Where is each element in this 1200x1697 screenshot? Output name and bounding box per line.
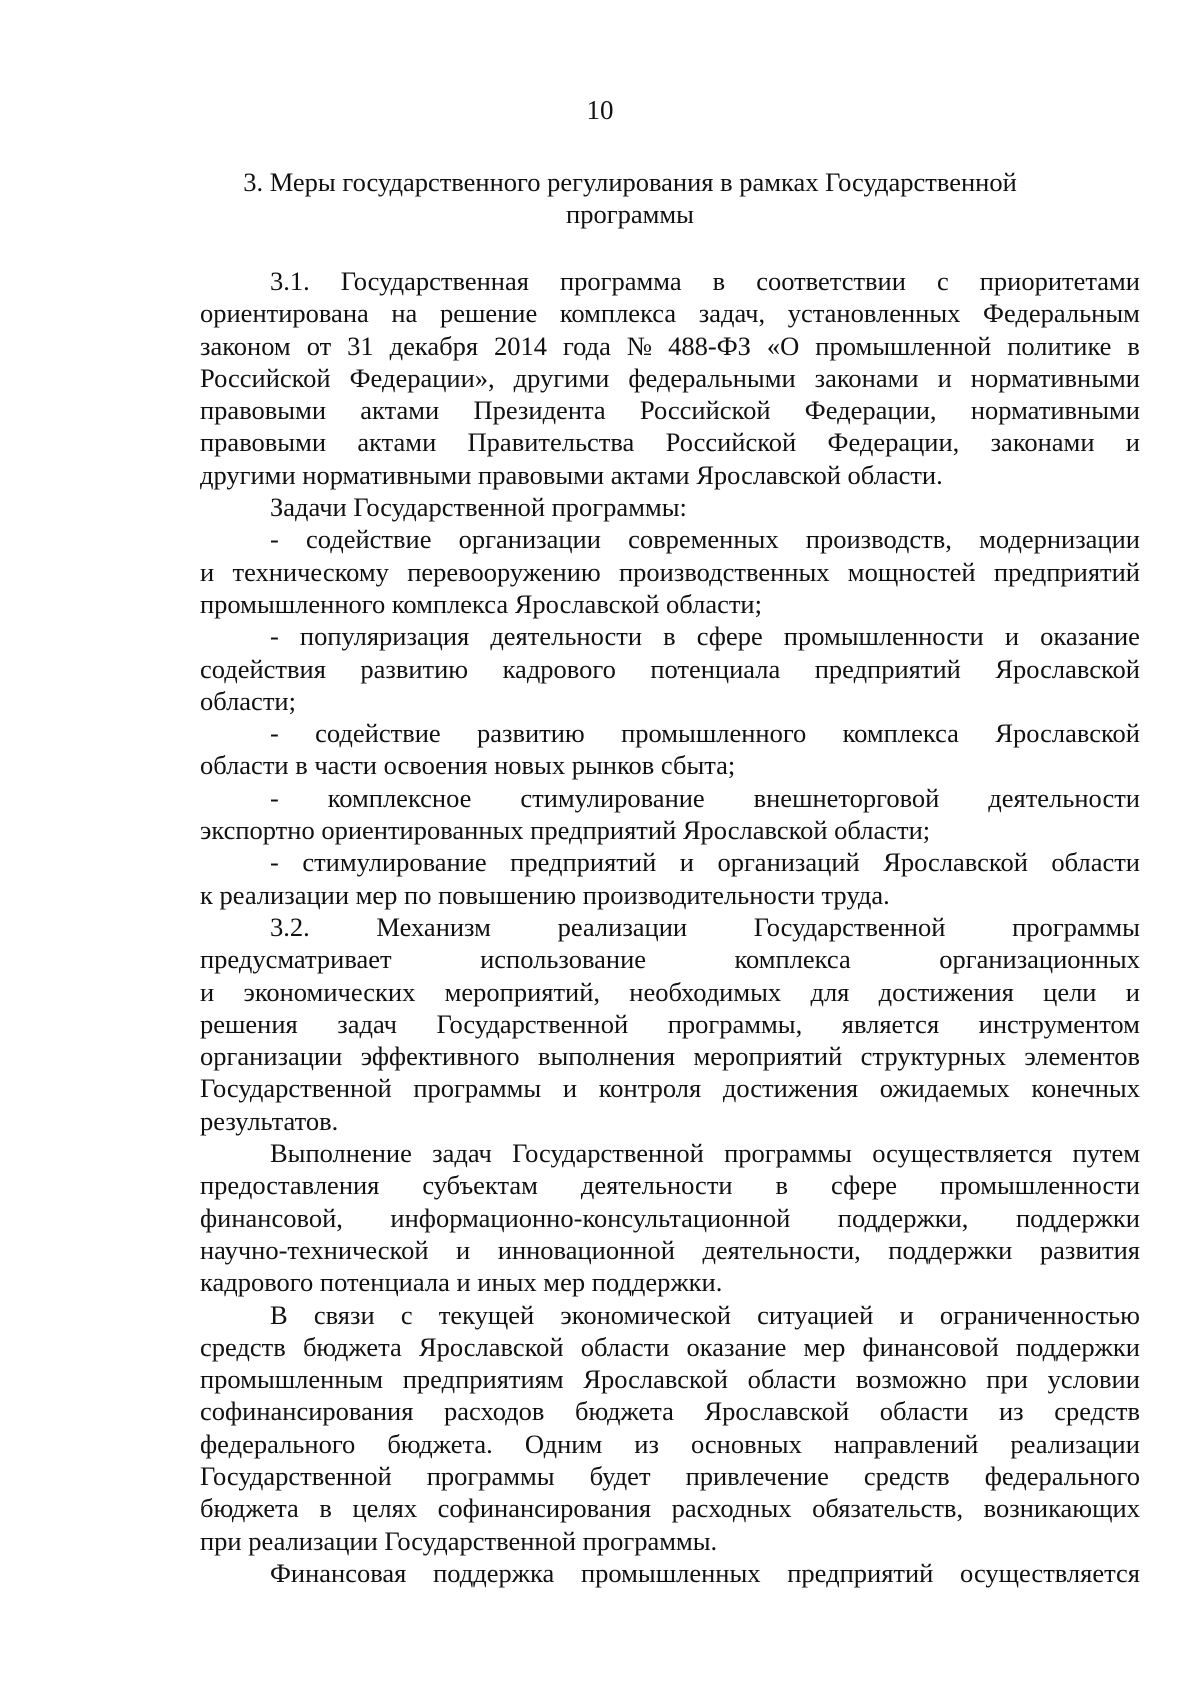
body-word: и [899, 1299, 914, 1330]
body-word: текущей [438, 1299, 535, 1330]
body-word: программы, [667, 1008, 803, 1039]
body-word: организации [458, 524, 601, 555]
body-line [200, 846, 1140, 878]
body-word: и [1004, 621, 1020, 652]
body-word: поддержки, [837, 1202, 969, 1233]
body-word: предоставления [200, 1170, 380, 1201]
body-word: научно-технической [200, 1234, 429, 1265]
body-line [200, 717, 1140, 749]
body-word: области [580, 1331, 670, 1362]
body-line: к реализации мер по повышению производительности труда. [200, 879, 890, 910]
body-line [200, 943, 1140, 975]
body-word: средств [1054, 1396, 1140, 1427]
body-word: законом [200, 330, 291, 361]
body-word: поддержки [1015, 1202, 1140, 1233]
body-word: актами [357, 427, 437, 458]
body-word: Российской [665, 427, 797, 458]
body-word: предприятий [787, 1557, 934, 1588]
body-word: мощностей [847, 556, 976, 587]
body-line [200, 426, 1140, 458]
body-line [200, 556, 1140, 588]
body-line [200, 1299, 1140, 1331]
body-word: для [810, 976, 850, 1007]
body-word: поддержка [433, 1557, 555, 1588]
section-title [200, 166, 1060, 230]
body-word: законами [814, 362, 919, 393]
body-word: в [712, 266, 726, 296]
body-word: содействие [306, 524, 432, 555]
body-word: развитию [360, 653, 469, 684]
body-word: инструментом [978, 1008, 1140, 1039]
body-line [200, 362, 1140, 394]
body-word: потенциала [650, 653, 781, 684]
body-word: внешнеторговой [753, 782, 940, 813]
body-word: Федеральным [983, 298, 1140, 329]
body-word: на [391, 298, 418, 329]
body-word: - [270, 847, 279, 878]
body-word: нормативными [970, 362, 1140, 393]
body-line [200, 1169, 1140, 1201]
body-word: является [841, 1008, 940, 1039]
body-word: решение [439, 298, 538, 329]
body-word: мероприятий, [444, 976, 601, 1007]
body-word: производственных [618, 556, 830, 587]
body-word: и [937, 362, 952, 393]
body-word: приоритетами [979, 266, 1140, 296]
body-word: стимулирование [520, 782, 705, 813]
body-word: Выполнение [270, 1138, 412, 1169]
body-word: федерального [200, 1428, 356, 1459]
body-word: промышленным [200, 1364, 384, 1395]
body-word: - [270, 782, 279, 813]
body-word: комплекса [734, 944, 851, 975]
body-line [200, 265, 1140, 297]
body-word: задач, [698, 298, 766, 329]
body-word: деятельности [988, 782, 1140, 813]
body-word: Государственной [436, 1008, 629, 1039]
body-word: реализации [557, 911, 688, 942]
body-line: другими нормативными правовыми актами Ярославской области. [200, 459, 943, 490]
body-word: содействие [315, 718, 441, 749]
body-word: предприятиям [402, 1364, 564, 1395]
body-word: поддержки [1015, 1331, 1140, 1362]
body-word: предприятий [993, 556, 1140, 587]
body-word: другими [513, 362, 610, 393]
body-word: Ярославской [883, 847, 1028, 878]
body-word: организаций [717, 847, 860, 878]
body-word: от [306, 330, 332, 361]
body-word: и [200, 556, 215, 587]
body-word: предусматривает [200, 944, 392, 975]
body-word: года [562, 330, 611, 361]
body-word: деятельности [490, 621, 643, 652]
body-line: при реализации Государственной программы. [200, 1525, 718, 1556]
body-word: необходимых [629, 976, 782, 1007]
body-word: Финансовая [270, 1557, 407, 1588]
body-word: модернизации [979, 524, 1140, 555]
body-word: предприятий [814, 653, 961, 684]
body-word: Государственной [753, 911, 946, 942]
body-line [200, 653, 1140, 685]
body-line [200, 1137, 1140, 1169]
body-word: направлений [833, 1428, 979, 1459]
body-word: связи [313, 1299, 375, 1330]
body-word: Федерации», [349, 362, 495, 393]
body-word: промышленности [783, 621, 984, 652]
body-word: ситуацией [757, 1299, 874, 1330]
body-word: будет [589, 1460, 651, 1491]
body-line [200, 1460, 1140, 1492]
body-word: современных [628, 524, 779, 555]
body-line [200, 976, 1140, 1008]
body-word: и [1125, 976, 1140, 1007]
body-word: 3.1. [270, 266, 310, 296]
body-word: политике [1007, 330, 1112, 361]
body-line [200, 1008, 1140, 1040]
body-word: путем [1072, 1138, 1140, 1169]
body-word: сфере [696, 621, 763, 652]
body-word: программы [426, 1460, 555, 1491]
body-line: области; [200, 685, 296, 716]
body-word: области [879, 1396, 969, 1427]
body-word: в [775, 1170, 789, 1201]
body-word: Российской [200, 362, 331, 393]
body-word: популяризация [299, 621, 470, 652]
body-word: Ярославской [704, 1396, 850, 1427]
body-word: программы [1012, 911, 1140, 942]
body-word: Ярославской [995, 653, 1140, 684]
body-word: промышленной [815, 330, 992, 361]
body-word: Правительства [467, 427, 635, 458]
body-line [200, 1428, 1140, 1460]
body-word: деятельности, [702, 1234, 861, 1265]
body-line: промышленного комплекса Ярославской области; [200, 588, 762, 619]
body-line [200, 1363, 1140, 1395]
body-word: субъектам [422, 1170, 538, 1201]
body-word: расходных [671, 1493, 792, 1524]
body-word: и [1125, 427, 1140, 458]
body-word: использование [480, 944, 647, 975]
body-word: программы [724, 1138, 852, 1169]
body-word: мер [803, 1331, 846, 1362]
body-word: оказание [686, 1331, 787, 1362]
body-word: средств [863, 1460, 950, 1491]
body-word: выполнения [537, 1041, 676, 1072]
body-word: бюджета [302, 1331, 402, 1362]
body-word: Президента [473, 395, 606, 426]
body-word: развития [1039, 1234, 1140, 1265]
body-word: расходов [444, 1396, 545, 1427]
body-word: актами [360, 395, 440, 426]
body-word: области [747, 1364, 837, 1395]
body-word: сфере [831, 1170, 898, 1201]
body-word: В [270, 1299, 288, 1330]
body-word: Ярославской [583, 1364, 728, 1395]
body-word: нормативными [970, 395, 1140, 426]
body-word: Федерации, [804, 395, 937, 426]
body-word: решения [200, 1008, 298, 1039]
section-title-line-1: 3. Меры государственного регулирования в рамках Государственной [243, 167, 1017, 197]
body-line [200, 523, 1140, 555]
body-word: с [400, 1299, 413, 1330]
body-word: мероприятий [693, 1041, 843, 1072]
body-word: экономической [560, 1299, 731, 1330]
body-line [200, 330, 1140, 362]
body-word: Государственной [200, 1073, 392, 1104]
body-word: информационно-консультационной [390, 1202, 791, 1233]
body-word: кадрового [502, 653, 616, 684]
body-word: Федерации, [827, 427, 960, 458]
body-line [200, 1202, 1140, 1234]
body-word: комплекса [559, 298, 677, 329]
body-word: программа [559, 266, 682, 296]
body-word: и [562, 1073, 578, 1104]
body-word: элементов [1024, 1041, 1140, 1072]
body-word: Одним [524, 1428, 603, 1459]
body-word: перевооружению [407, 556, 601, 587]
body-word: производств, [805, 524, 952, 555]
body-word: правовыми [200, 395, 327, 426]
body-word: стимулирование [302, 847, 487, 878]
body-word: области [1051, 847, 1140, 878]
body-word: программы [413, 1073, 542, 1104]
body-word: установленных [787, 298, 961, 329]
body-word: бюджета [575, 1396, 674, 1427]
body-word: - [270, 524, 279, 555]
body-word: законами [990, 427, 1095, 458]
body-word: ожидаемых [879, 1073, 1010, 1104]
body-word: реализации [1010, 1428, 1140, 1459]
body-word: цели [1043, 976, 1097, 1007]
body-word: - [270, 621, 279, 652]
body-line: результатов. [200, 1105, 339, 1136]
body-word: финансовой [862, 1331, 999, 1362]
body-line [200, 1040, 1140, 1072]
body-word: в [1127, 330, 1140, 361]
body-word: основных [690, 1428, 802, 1459]
body-word: федерального [984, 1460, 1140, 1491]
body-word: 2014 [493, 330, 547, 361]
body-word: соответствии [756, 266, 906, 296]
body-word: деятельности [580, 1170, 733, 1201]
body-line: Задачи Государственной программы: [270, 492, 687, 523]
body-word: из [634, 1428, 659, 1459]
body-word: Государственной [200, 1460, 392, 1491]
body-word: Российской [639, 395, 771, 426]
body-word: конечных [1031, 1073, 1140, 1104]
body-word: достижения [878, 976, 1014, 1007]
body-word: содействия [200, 653, 326, 684]
body-line [200, 394, 1140, 426]
body-word: экономических [243, 976, 416, 1007]
body-line [200, 1331, 1140, 1363]
page-number: 10 [586, 95, 614, 125]
body-word: Государственной [512, 1138, 704, 1169]
body-word: Государственная [340, 266, 529, 296]
body-word: условии [1047, 1364, 1140, 1395]
body-text [200, 265, 1140, 1589]
body-line: кадрового потенциала и иных мер поддержки. [200, 1267, 723, 1298]
body-word: с [936, 266, 949, 296]
body-word: поддержки [888, 1234, 1013, 1265]
body-line [200, 1492, 1140, 1524]
body-word: развитию [477, 718, 585, 749]
body-line [200, 297, 1140, 329]
body-word: «О [766, 330, 800, 361]
body-word: промышленности [940, 1170, 1140, 1201]
body-line [200, 1557, 1140, 1589]
body-word: № [626, 330, 653, 361]
body-word: организации [200, 1041, 343, 1072]
body-word: Механизм [376, 911, 491, 942]
body-word: осуществляется [872, 1138, 1053, 1169]
body-word: средств [200, 1331, 286, 1362]
body-word: оказание [1040, 621, 1140, 652]
body-word: и [456, 1234, 471, 1265]
body-line [200, 620, 1140, 652]
body-word: промышленных [580, 1557, 761, 1588]
body-word: - [270, 718, 279, 749]
body-line [200, 782, 1140, 814]
body-word: эффективного [360, 1041, 520, 1072]
body-word: привлечение [685, 1460, 829, 1491]
body-word: комплекса [842, 718, 959, 749]
body-line [200, 911, 1140, 943]
body-word: целях [352, 1493, 418, 1524]
body-word: федеральными [628, 362, 796, 393]
body-word: контроля [598, 1073, 702, 1104]
body-word: 3.2. [270, 911, 310, 942]
body-word: организационных [939, 944, 1140, 975]
body-word: Ярославской [995, 718, 1140, 749]
body-word: промышленного [621, 718, 807, 749]
body-word: финансовой, [200, 1202, 343, 1233]
body-word: техническому [232, 556, 389, 587]
section-title-line-2: программы [566, 199, 694, 229]
body-word: предприятий [510, 847, 657, 878]
body-line: области в части освоения новых рынков сбыта; [200, 750, 736, 781]
body-line [200, 1072, 1140, 1104]
body-line [200, 1234, 1140, 1266]
body-line: экспортно ориентированных предприятий Ярославской области; [200, 815, 931, 846]
body-word: 31 [347, 330, 374, 361]
body-word: и [679, 847, 694, 878]
body-word: бюджета [200, 1493, 299, 1524]
body-word: 488-ФЗ [668, 330, 751, 361]
body-word: задач [432, 1138, 492, 1169]
body-word: Ярославской [418, 1331, 564, 1362]
body-word: достижения [722, 1073, 859, 1104]
body-word: возможно [855, 1364, 967, 1395]
body-word: из [998, 1396, 1024, 1427]
body-word: возникающих [983, 1493, 1140, 1524]
body-word: софинансирования [200, 1396, 414, 1427]
body-word: комплексное [327, 782, 472, 813]
body-word: и [200, 976, 215, 1007]
body-word: ограниченностью [939, 1299, 1140, 1330]
body-word: структурных [860, 1041, 1006, 1072]
body-word: в [319, 1493, 332, 1524]
body-word: софинансирования [437, 1493, 652, 1524]
body-word: бюджета. [387, 1428, 493, 1459]
body-word: ориентирована [200, 298, 369, 329]
body-word: обязательств, [812, 1493, 964, 1524]
body-word: при [986, 1364, 1028, 1395]
body-line [200, 1395, 1140, 1427]
body-word: правовыми [200, 427, 327, 458]
body-word: декабря [389, 330, 479, 361]
body-word: инновационной [497, 1234, 675, 1265]
body-word: осуществляется [960, 1557, 1140, 1588]
body-word: в [663, 621, 676, 652]
body-word: задач [337, 1008, 397, 1039]
